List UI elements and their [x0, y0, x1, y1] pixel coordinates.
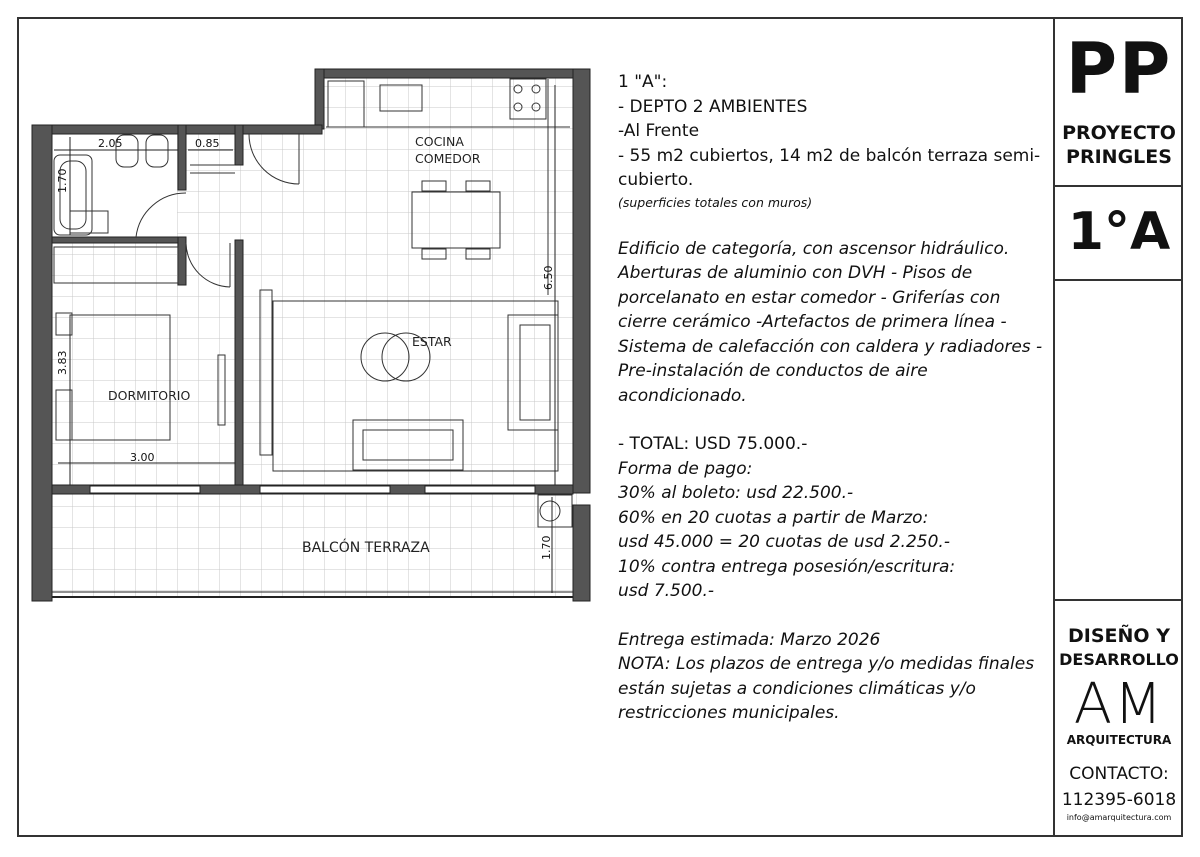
unit-heading: 1 "A":: [618, 72, 668, 92]
design-credit-line1: DISEÑO Y: [1068, 625, 1170, 647]
dim-balcony-depth: 1.70: [540, 535, 553, 560]
dim-closet-width: 0.85: [195, 137, 220, 150]
room-living: ESTAR: [412, 334, 452, 349]
room-kitchen-line1: COCINA: [415, 134, 464, 149]
unit-type: - DEPTO 2 AMBIENTES: [618, 96, 808, 117]
unit-description: [618, 70, 1048, 726]
delivery-date: Entrega estimada: Marzo 2026: [618, 629, 881, 650]
payment-step-1: 30% al boleto: usd 22.500.-: [618, 483, 854, 503]
project-name-line2: PRINGLES: [1066, 146, 1172, 168]
payment-step-2: 60% en 20 cuotas a partir de Marzo:: [618, 507, 929, 528]
firm-name: ARQUITECTURA: [1066, 733, 1172, 747]
title-block: [1053, 17, 1183, 837]
contact-email: info@amarquitectura.com: [1066, 813, 1172, 822]
dim-bedroom-width: 3.00: [130, 451, 155, 464]
project-name: [1055, 121, 1183, 169]
payment-heading: Forma de pago:: [618, 458, 753, 479]
contact-block: [1055, 761, 1183, 813]
divider: [1055, 185, 1183, 187]
room-bedroom: DORMITORIO: [108, 388, 191, 403]
building-features: Edificio de categoría, con ascensor hidráulico. Aberturas de aluminio con DVH - Pisos de porcelanato en estar comedor - Griferías con cierre cerámico -Artefactos de primera línea - Sistema de calefacción con caldera y radiadores - Pre-instalación de conductos de aire acondicionado.: [618, 238, 1043, 406]
payment-step-3: 10% contra entrega posesión/escritura:: [618, 556, 956, 577]
divider: [1055, 599, 1183, 601]
contact-phone: 112395-6018: [1061, 790, 1177, 810]
dim-bedroom-depth: 3.83: [56, 350, 69, 375]
firm-logo: AM: [1073, 672, 1165, 737]
room-balcony: BALCÓN TERRAZA: [302, 540, 430, 556]
project-logo: PP: [1065, 28, 1173, 110]
surface-note: (superficies totales con muros): [618, 194, 813, 210]
divider: [1055, 279, 1183, 281]
project-name-line1: PROYECTO: [1062, 122, 1176, 144]
unit-orientation: -Al Frente: [618, 121, 700, 141]
unit-label: 1°A: [1067, 202, 1171, 262]
payment-step-2-detail: usd 45.000 = 20 cuotas de usd 2.250.-: [618, 532, 950, 552]
design-credit: [1055, 623, 1183, 671]
dim-bath-width: 2.05: [98, 137, 123, 150]
floor-plan: [30, 65, 600, 605]
unit-surface: - 55 m2 cubiertos, 14 m2 de balcón terraza semi-cubierto.: [618, 145, 1041, 190]
payment-step-3-detail: usd 7.500.-: [618, 581, 715, 601]
room-kitchen-line2: COMEDOR: [415, 151, 481, 166]
dim-living-depth: 6.50: [542, 265, 555, 290]
contact-label: CONTACTO:: [1069, 764, 1169, 784]
design-credit-line2: DESARROLLO: [1059, 650, 1179, 669]
delivery-note: NOTA: Los plazos de entrega y/o medidas finales están sujetas a condiciones climáticas y/o restricciones municipales.: [618, 654, 1035, 723]
dim-bath-depth: 1.70: [56, 168, 69, 193]
total-price: - TOTAL: USD 75.000.-: [618, 434, 808, 454]
